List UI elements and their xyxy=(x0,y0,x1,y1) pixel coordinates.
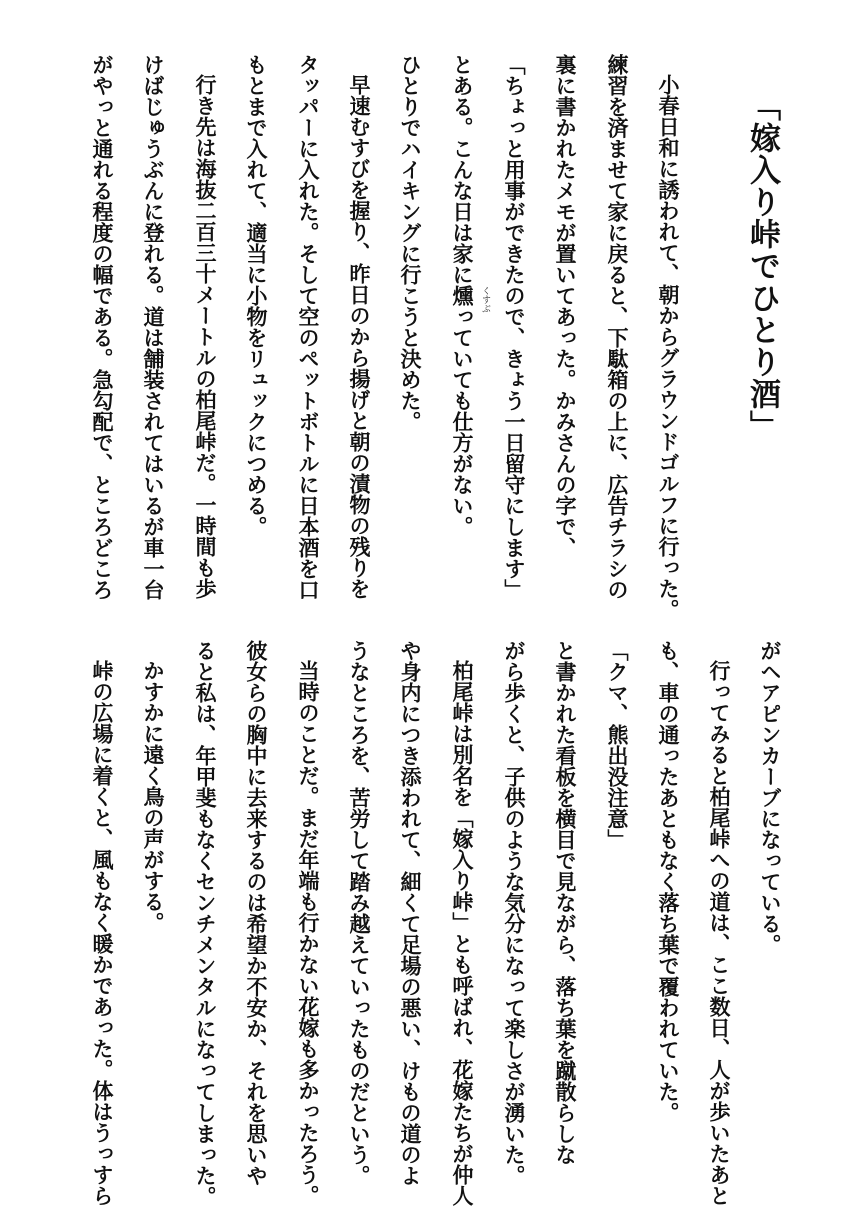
lower-line-7: 柏尾峠は別名を「嫁入り峠」とも呼ばれ、花嫁たちが仲人 xyxy=(450,660,475,1206)
upper-line-6: ひとりでハイキングに行こうと決めた。 xyxy=(398,54,423,432)
story-title: 「嫁入り峠でひとり酒」 xyxy=(744,90,780,442)
upper-line-4: 「ちょっと用事ができたので、きょう一日留守にします」 xyxy=(502,54,527,600)
lower-line-5: と書かれた看板を横目で見ながら、落ち葉を蹴散らしな xyxy=(553,640,578,1165)
upper-line-8: タッパーに入れた。そして空のペットボトルに日本酒を口 xyxy=(296,54,321,600)
upper-line-2: 練習を済ませて家に戻ると、下駄箱の上に、広告チラシの xyxy=(605,54,630,600)
upper-line-3: 裏に書かれたメモが置いてあった。かみさんの字で、 xyxy=(553,54,578,558)
lower-line-11: 彼女らの胸中に去来するのは希望か不安か、それを思いや xyxy=(244,640,269,1186)
lower-line-6: がら歩くと、子供のような気分になって楽しさが湧いた。 xyxy=(502,640,527,1186)
lower-line-12: ると私は、年甲斐もなくセンチメンタルになってしまった。 xyxy=(193,640,218,1207)
upper-line-7: 早速むすびを握り、昨日のから揚げと朝の漬物の残りを xyxy=(347,74,372,599)
lower-line-14: 峠の広場に着くと、風もなく暖かであった。体はうっすら xyxy=(90,660,115,1206)
upper-line-5: とある。こんな日は家に燻っていても仕方がない。 xyxy=(450,54,475,537)
lower-line-8: や身内につき添われて、細くて足場の悪い、けもの道のよ xyxy=(398,640,423,1186)
lower-line-1: がヘアピンカーブになっている。 xyxy=(758,640,783,955)
upper-line-12: がやっと通れる程度の幅である。急勾配で、ところどころ xyxy=(90,54,115,600)
upper-line-11: けばじゅうぶんに登れる。道は舗装されてはいるが車一台 xyxy=(141,54,166,600)
lower-line-4: 「クマ、熊出没注意」 xyxy=(605,640,630,850)
lower-line-13: かすかに遠く鳥の声がする。 xyxy=(141,660,166,933)
lower-line-10: 当時のことだ。まだ年端も行かない花嫁も多かったろう。 xyxy=(296,660,321,1206)
upper-line-1: 小春日和に誘われて、朝からグラウンドゴルフに行った。 xyxy=(656,74,681,620)
lower-line-3: も、車の通ったあともなく落ち葉で覆われていた。 xyxy=(656,640,681,1123)
upper-line-10: 行き先は海抜二百三十メートルの柏尾峠だ。一時間も歩 xyxy=(193,74,218,599)
lower-line-9: うなところを、苦労して踏み越えていったものだという。 xyxy=(347,640,372,1186)
upper-line-9: もとまで入れて、適当に小物をリュックにつめる。 xyxy=(244,54,269,537)
lower-line-2: 行ってみると柏尾峠への道は、ここ数日、人が歩いたあと xyxy=(707,660,732,1206)
ruby-kusubu: くすぶ xyxy=(480,286,490,313)
